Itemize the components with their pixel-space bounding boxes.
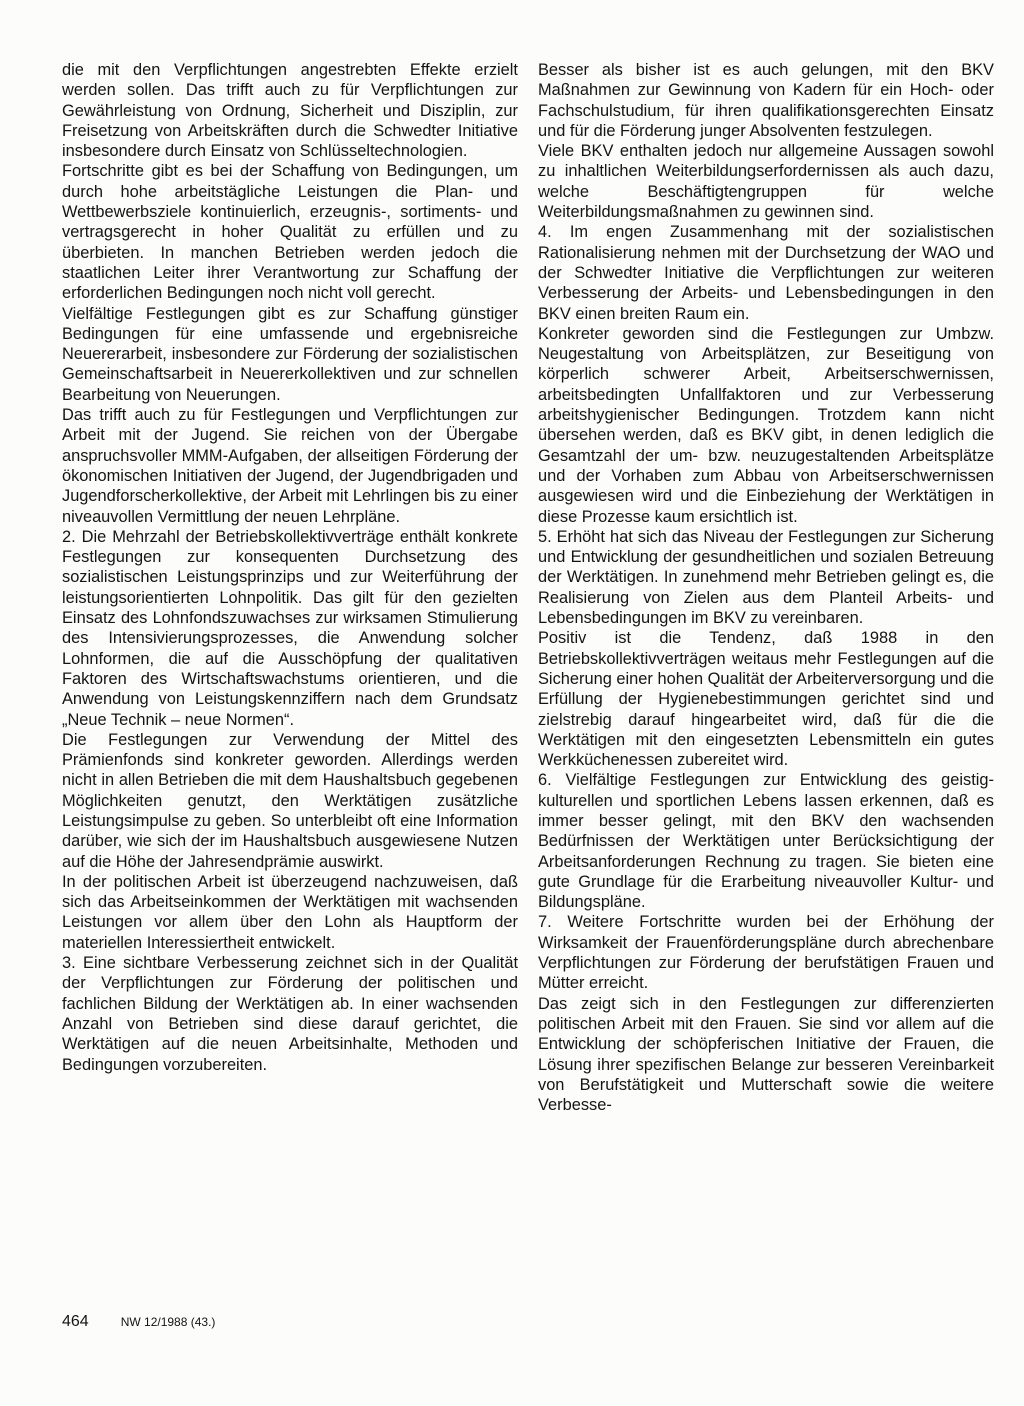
paragraph: die mit den Verpflichtungen angestrebten Effekte erzielt werden sollen. Das trifft auch zu für Verpflichtungen zur Gewährleistung von Ordnung, Sicherheit und Disziplin, zur Freisetzung von Arbeitskräften durch die Schwedter Initiative insbesondere durch Einsatz von Schlüsseltechnologien. bbox=[62, 61, 518, 161]
paragraph: 5. Erhöht hat sich das Niveau der Festlegungen zur Sicherung und Entwicklung der gesundheitlichen und sozialen Betreuung der Werktätigen. In zunehmend mehr Betrieben gelingt es, die Realisierung von Zielen aus dem Planteil Arbeits- und Lebensbedingungen im BKV zu vereinbaren. bbox=[538, 527, 994, 628]
paragraph: Positiv ist die Tendenz, daß 1988 in den Betriebskollektivverträgen weitaus mehr Festlegungen auf die Sicherung einer hohen Qualität der Arbeiterversorgung und die Erfüllung der Hygienebestimmungen gerichtet sind und zielstrebig darauf hingearbeitet wird, daß für die die Werktätigen mit den eingesetzten Lebensmitteln ein gutes Werkküchenessen zubereitet wird. bbox=[538, 629, 994, 770]
left-column bbox=[62, 60, 518, 1075]
paragraph: 3. Eine sichtbare Verbesserung zeichnet sich in der Qualität der Verpflichtungen zur Förderung der politischen und fachlichen Bildung der Werktätigen ab. In einer wachsenden Anzahl von Betrieben sind diese darauf gerichtet, die Werktätigen auf die neuen Arbeitsinhalte, Methoden und Bedingungen vorzubereiten. bbox=[62, 954, 518, 1074]
paragraph: Besser als bisher ist es auch gelungen, mit den BKV Maßnahmen zur Gewinnung von Kadern für ein Hoch- oder Fachschulstudium, für ihren qualifikationsgerechten Einsatz und für die Förderung junger Absolventen festzulegen. bbox=[538, 61, 994, 140]
paragraph: Viele BKV enthalten jedoch nur allgemeine Aussagen sowohl zu inhaltlichen Weiterbildungserfordernissen als auch dazu, welche Beschäftigtengruppen für welche Weiterbildungsmaßnahmen zu gewinnen sind. bbox=[538, 142, 994, 222]
right-column bbox=[538, 60, 994, 1115]
paragraph: 7. Weitere Fortschritte wurden bei der Erhöhung der Wirksamkeit der Frauenförderungspläne durch abrechenbare Verpflichtungen zur Förderung der berufstätigen Frauen und Mütter erreicht. bbox=[538, 913, 994, 993]
paragraph: Konkreter geworden sind die Festlegungen zur Umbzw. Neugestaltung von Arbeitsplätzen, zur Beseitigung von körperlich schwerer Arbeit, Arbeitserschwernissen, arbeitsbedingten Unfallfaktoren und zur Verbesserung arbeitshygienischer Bedingungen. Trotzdem kann nicht übersehen werden, daß es BKV gibt, in denen lediglich die Gesamtzahl der um- bzw. neuzugestaltenden Arbeitsplätze und der Vorhaben zum Abbau von Arbeitserschwernissen ausgewiesen wird und die Einbeziehung der Werktätigen in diese Prozesse kaum ersichtlich ist. bbox=[538, 324, 994, 526]
paragraph: Fortschritte gibt es bei der Schaffung von Bedingungen, um durch hohe arbeitstägliche Leistungen die Plan- und Wettbewerbsziele kontinuierlich, erzeugnis-, sortiments- und vertragsgerecht in hoher Qualität zu erfüllen und zu überbieten. In manchen Betrieben werden jedoch die staatlichen Leiter ihrer Verantwortung zur Schaffung der erforderlichen Bedingungen noch nicht voll gerecht. bbox=[62, 162, 518, 303]
paragraph: In der politischen Arbeit ist überzeugend nachzuweisen, daß sich das Arbeitseinkommen der Werktätigen mit wachsenden Leistungen vor allem über den Lohn als Hauptform der materiellen Interessiertheit entwickelt. bbox=[62, 872, 518, 952]
page-number: 464 bbox=[62, 1313, 89, 1330]
paragraph: 2. Die Mehrzahl der Betriebskollektivverträge enthält konkrete Festlegungen zur konsequenten Durchsetzung des sozialistischen Leistungsprinzips und zur Weiterführung der leistungsorientierten Lohnpolitik. Das gilt für den gezielten Einsatz des Lohnfondszuwachses zur wirksamen Stimulierung des Intensivierungsprozesses, die Anwendung solcher Lohnformen, die auf die Ausschöpfung der qualitativen Faktoren des Wirtschaftswachstums orientieren, und die Anwendung von Leistungskennziffern nach dem Grundsatz „Neue Technik – neue Normen“. bbox=[62, 527, 518, 729]
page-footer bbox=[62, 1313, 215, 1331]
paragraph: Das zeigt sich in den Festlegungen zur differenzierten politischen Arbeit mit den Frauen. Sie sind vor allem auf die Entwicklung der schöpferischen Initiative der Frauen, die Lösung ihrer spezifischen Belange zur besseren Vereinbarkeit von Berufstätigkeit und Mutterschaft sowie die weitere Verbesse- bbox=[538, 994, 994, 1115]
paragraph: Vielfältige Festlegungen gibt es zur Schaffung günstiger Bedingungen für eine umfassende und ergebnisreiche Neuererarbeit, insbesondere zur Förderung der sozialistischen Gemeinschaftsarbeit in Neuererkollektiven und zur schnellen Bearbeitung von Neuerungen. bbox=[62, 304, 518, 404]
paragraph: 4. Im engen Zusammenhang mit der sozialistischen Rationalisierung nehmen mit der Durchsetzung der WAO und der Schwedter Initiative die Verpflichtungen zur weiteren Verbesserung der Arbeits- und Lebensbedingungen in den BKV einen breiten Raum ein. bbox=[538, 223, 994, 323]
paragraph: Das trifft auch zu für Festlegungen und Verpflichtungen zur Arbeit mit der Jugend. Sie reichen von der Übergabe anspruchsvoller MMM-Aufgaben, der allseitigen Förderung der ökonomischen Initiativen der Jugend, der Jugendbrigaden und Jugendforscherkollektive, der Arbeit mit Lehrlingen bis zu einer niveauvollen Vermittlung der neuen Lehrpläne. bbox=[62, 406, 518, 526]
issue-reference: NW 12/1988 (43.) bbox=[120, 1315, 216, 1329]
paragraph: Die Festlegungen zur Verwendung der Mittel des Prämienfonds sind konkreter geworden. Allerdings werden nicht in allen Betrieben die mit dem Haushaltsbuch gegebenen Möglichkeiten genutzt, den Werktätigen zusätzliche Leistungsimpulse zu geben. So unterbleibt oft eine Information darüber, wie sich der im Haushaltsbuch ausgewiesene Nutzen auf die Höhe der Jahresendprämie auswirkt. bbox=[62, 730, 518, 871]
paragraph: 6. Vielfältige Festlegungen zur Entwicklung des geistig-kulturellen und sportlichen Lebens lassen erkennen, daß es immer besser gelingt, mit den BKV den wachsenden Bedürfnissen der Werktätigen unter Berücksichtigung der Arbeitsanforderungen Rechnung zu tragen. Sie bieten eine gute Grundlage für die Erarbeitung niveauvoller Kultur- und Bildungspläne. bbox=[538, 771, 994, 912]
